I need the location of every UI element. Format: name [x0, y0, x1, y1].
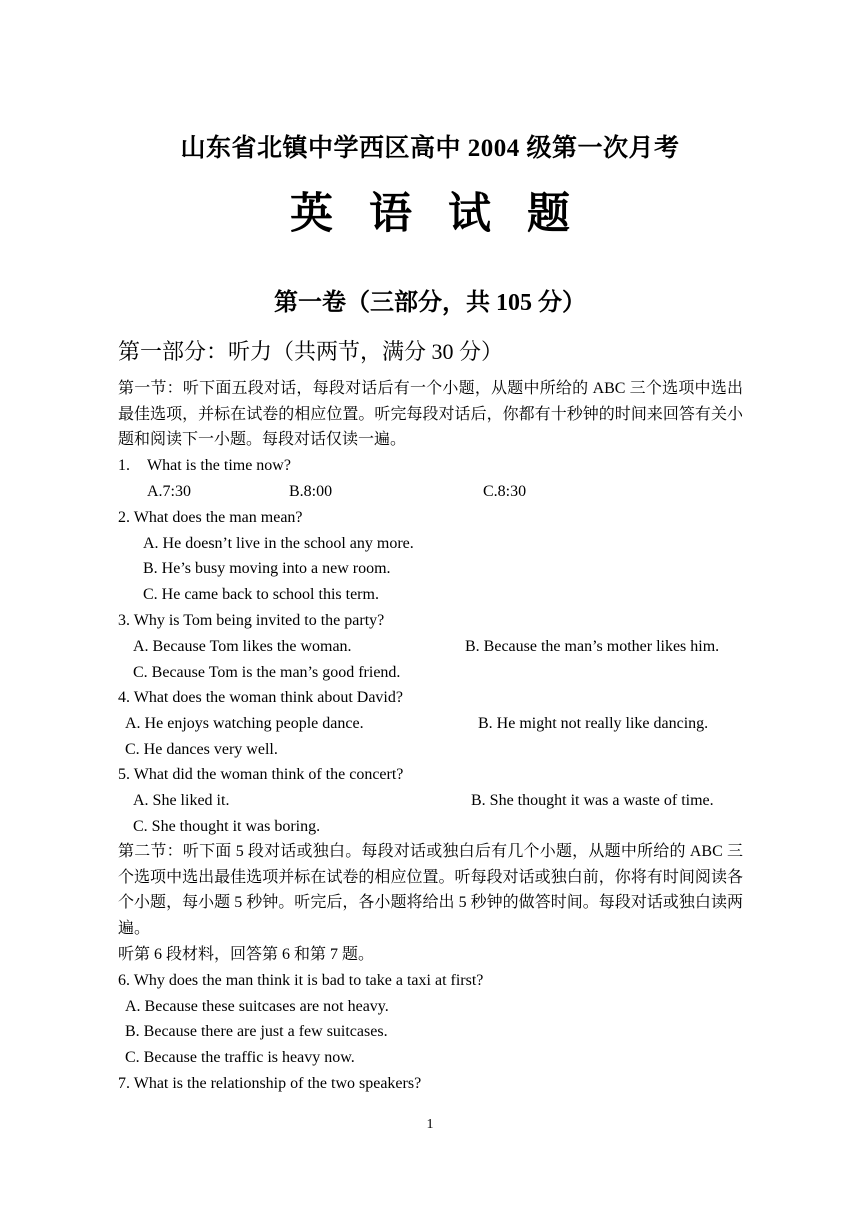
q3-option-b: B. Because the man’s mother likes him. [465, 638, 720, 655]
volume-title: 第一卷（三部分，共 105 分） [274, 290, 586, 316]
section2-instructions: 第二节：听下面 5 段对话或独白。每段对话或独白后有几个小题，从题中所给的 ABC 三个选项中选出最佳选项并标在试卷的相应位置。听每段对话或独白前，你将有时间阅读各个小题，每小题 5 秒钟。听完后，各小题将给出 5 秒钟的做答时间。每段对话或独白读两遍。 [118, 843, 743, 938]
q5-option-c: C. She thought it was boring. [133, 818, 321, 835]
question-6: 6. Why does the man think it is bad to take a taxi at first? [118, 972, 484, 989]
q4-option-a: A. He enjoys watching people dance. [125, 715, 364, 732]
question-1-number: 1. [118, 457, 130, 474]
page-number: 1 [426, 1117, 434, 1132]
question-1: What is the time now? [147, 457, 291, 474]
exam-title: 山东省北镇中学西区高中 2004 级第一次月考 [180, 135, 680, 162]
q6-option-b: B. Because there are just a few suitcases. [125, 1023, 388, 1040]
q6-option-c: C. Because the traffic is heavy now. [125, 1049, 355, 1066]
question-7: 7. What is the relationship of the two speakers? [118, 1075, 422, 1092]
q1-option-a: A.7:30 [147, 483, 191, 500]
q2-option-c: C. He came back to school this term. [143, 586, 379, 603]
subject-title-char: 语 [369, 191, 412, 238]
part-title: 第一部分：听力（共两节，满分 30 分） [118, 339, 504, 364]
question-5: 5. What did the woman think of the concert? [118, 766, 404, 783]
q2-option-a: A. He doesn’t live in the school any more. [143, 535, 414, 552]
q4-option-c: C. He dances very well. [125, 741, 278, 758]
q3-option-c: C. Because Tom is the man’s good friend. [133, 664, 401, 681]
question-3: 3. Why is Tom being invited to the party? [118, 612, 385, 629]
q3-option-a: A. Because Tom likes the woman. [133, 638, 352, 655]
question-2: 2. What does the man mean? [118, 509, 303, 526]
subject-title [0, 180, 860, 241]
q5-option-b: B. She thought it was a waste of time. [471, 792, 714, 809]
subject-title-char: 试 [448, 191, 491, 238]
question-4: 4. What does the woman think about David? [118, 689, 403, 706]
q5-option-a: A. She liked it. [133, 792, 230, 809]
q2-option-b: B. He’s busy moving into a new room. [143, 560, 391, 577]
section1-instructions: 第一节：听下面五段对话，每段对话后有一个小题，从题中所给的 ABC 三个选项中选出最佳选项，并标在试卷的相应位置。听完每段对话后，你都有十秒钟的时间来回答有关小题和阅读下一小题。每段对话仅读一遍。 [118, 380, 743, 449]
q1-option-b: B.8:00 [289, 483, 333, 500]
q4-option-b: B. He might not really like dancing. [478, 715, 709, 732]
q6-option-a: A. Because these suitcases are not heavy. [125, 998, 389, 1015]
material-note: 听第 6 段材料，回答第 6 和第 7 题。 [118, 946, 375, 963]
subject-title-char: 题 [527, 191, 570, 238]
subject-title-char: 英 [290, 191, 333, 238]
q1-option-c: C.8:30 [483, 483, 527, 500]
